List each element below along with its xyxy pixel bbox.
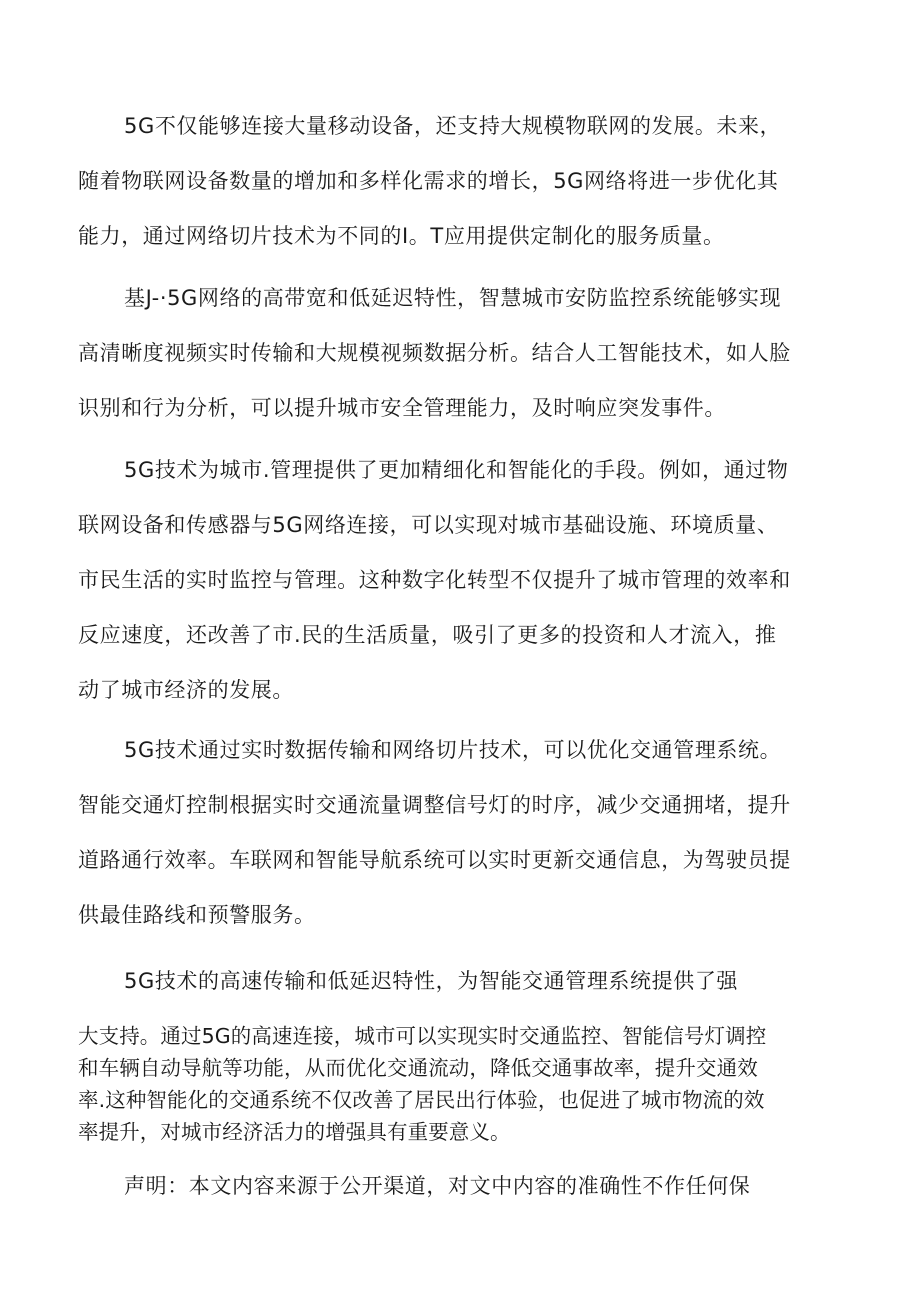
text-line: 动了城市经济的发展。 [78,678,294,702]
text-line: 随着物联网设备数量的增加和多样化需求的增长，5G网络将进一步优化其 [78,169,779,193]
text-line: 高清晰度视频实时传输和大规模视频数据分析。结合人工智能技术，如人脸 [78,341,791,365]
text-line: 5G技术为城市.管理提供了更加精细化和智能化的手段。例如，通过物 [124,458,789,482]
text-line: 声明：本文内容来源于公开渠道，对文中内容的准确性不作任何保 [124,1174,751,1198]
text-line: 和车辆自动导航等功能，从而优化交通流动，降低交通事故率，提升交通效 [78,1056,758,1080]
text-line: 能力，通过网络切片技术为不同的I。T应用提供定制化的服务质量。 [78,224,725,248]
text-line: 联网设备和传感器与5G网络连接，可以实现对城市基础设施、环境质量、 [78,513,779,537]
text-line: 反应速度，还改善了市.民的生活质量，吸引了更多的投资和人才流入，推 [78,623,777,647]
text-line: 道路通行效率。车联网和智能导航系统可以实时更新交通信息，为驾驶员提 [78,848,791,872]
text-line: 市民生活的实时监控与管理。这种数字化转型不仅提升了城市管理的效率和 [78,568,791,592]
text-line: 5G技术通过实时数据传输和网络切片技术，可以优化交通管理系统。 [124,738,782,762]
text-line: 5G技术的高速传输和低延迟特性，为智能交通管理系统提供了强 [124,969,739,993]
text-line: 率.这种智能化的交通系统不仅改善了居民出行体验，也促进了城市物流的效 [78,1088,765,1112]
text-line: 率提升，对城市经济活力的增强具有重要意义。 [78,1120,511,1144]
text-line: 识别和行为分析，可以提升城市安全管理能力，及时响应突发事件。 [78,396,726,420]
text-line: 供最佳路线和预警服务。 [78,903,316,927]
text-line: 大支持。通过5G的高速连接，城市可以实现实时交通监控、智能信号灯调控 [78,1024,767,1048]
text-line: 基J-·5G网络的高带宽和低延迟特性，智慧城市安防监控系统能够实现 [124,286,782,310]
text-line: 5G不仅能够连接大量移动设备，还支持大规模物联网的发展。未来， [124,114,782,138]
text-line: 智能交通灯控制根据实时交通流量调整信号灯的时序，减少交通拥堵，提升 [78,793,791,817]
